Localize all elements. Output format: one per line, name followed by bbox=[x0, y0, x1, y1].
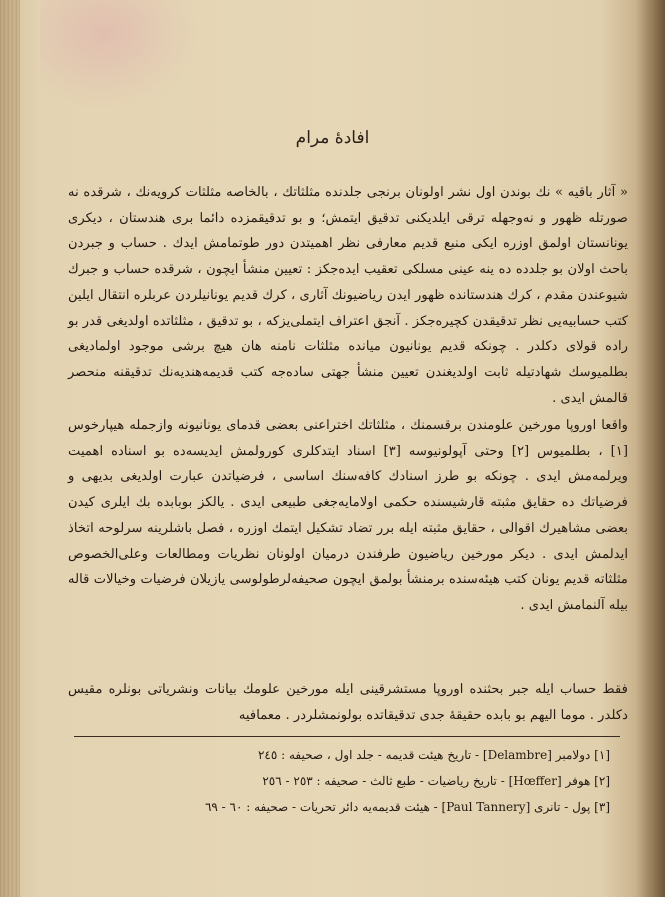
paragraph-text: « آثار باقیه » نك بوندن اول نشر اولونان برنجی جلدنده مثلثاتك ، بالخاصه مثلثات كرويه‌نك ، شرقده نه صورتله ظهور و نه‌وجهله ترقی ایلدیكنی تدقیق ایتمش؛ و بو تدقیقمزده دائما بری هندستان ، دیكری یونانستان اولمق اوزره ایكی منبع قدیم معارفی نظر اهمیتدن دور طوتمامش ایدك . حساب و جبردن باحث اولان بو جلدده ده ینه عینی مسلكی تعقیب ایده‌جكز : تعیین منشأ ایچون ، شرقده حساب و جبرك شیوعندن مقدم ، كرك هندستانده ظهور ایدن ریاضیونك آثاری ، كرك قدیم یونانیلردن عربلره انتقال ایلین كتب حسابیه‌یی نظر تدقیقدن كچیره‌جكز . آنجق اعتراف ایتملی‌یزكه ، بو تدقیق ، مثلثاتده اولدیغی قدر بو راده قولای دكلدر . چونكه قدیم یونانیون میانده مثلثات نامنه هان هیچ برشی موجود اولمادیغی بطلمیوسك شهادتیله ثابت اولدیغندن تعیین منشأ جهتی ساده‌جه كتب قدیمه‌هندیه‌نك تدقیقنه منحصر قالمش ایدی . bbox=[68, 185, 628, 406]
body-paragraph-2 bbox=[68, 413, 628, 619]
footnote-3: [٣] پول - تانری [Paul Tannery] - هیئت قدیمه‌یه دائر تحریات - صحیفه : ٦٠ - ٦٩ bbox=[204, 800, 610, 814]
paragraph-text: فقط حساب ایله جبر بحثنده اوروپا مستشرقینی ایله مورخین علومك بیانات ونشریاتی بونلره مقیس دكلدر . موما الیهم بو بابده حقیقهٔ جدی تدقیقاتده بولونمشلردر . معمافیه bbox=[68, 682, 628, 723]
footnotes bbox=[80, 742, 610, 820]
paper-stain bbox=[40, 0, 200, 110]
footnote-1: [١] دولامبر [Delambre] - تاریخ هیئت قدیمه - جلد اول ، صحیفه : ٢٤٥ bbox=[257, 748, 610, 762]
paragraph-text: واقعا اوروپا مورخین علومندن برقسمنك ، مثلثاتك اختراعنی بعضی قدمای یونانیونه وازجمله هیپارخوس [١] ، بطلمیوس [٢] وحتی آپولونیوسه [٣] اسناد ایتدكلری كورولمش ایدیسه‌ده بو اسناده اهمیت ویرلمه‌مش ایدی . چونكه بو طرز اسنادك كافه‌سنك اساسی ، فرضیاتدن عبارت اولدیغی بدیهی و فرضیاتك ده حقایق مثبته قارشیسنده حكمی اولامایه‌جغی طبیعی ایدی . یالكز بوبابده بك ایلری كیدن بعضی مشاهیرك اقوالی ، حقایق مثبته ایله برر تضاد تشكیل ایتمك اوزره ، فصل باشلرینه سرلوحه اتخاذ ایدلمش ایدی . دیكر مورخین ریاضیون طرفندن درمیان اولونان نظریات ومطالعات وعلی‌الخصوص مثلثاته قدیم یونان كتب هیئه‌سنده برمنشأ بولمق ایچون صحیفه‌لرطولوسی یازیلان فرضیات وخیالات قاله بیله آلنمامش ایدی . bbox=[68, 418, 628, 613]
footnote-divider bbox=[74, 736, 620, 737]
footnote-2: [٢] هوفر [Hœffer] - تاریخ ریاضیات - طبع ثالث - صحیفه : ٢٥٣ - ٢٥٦ bbox=[262, 774, 610, 788]
body-paragraph-1 bbox=[68, 180, 628, 411]
body-paragraph-3 bbox=[68, 677, 628, 728]
page-title: افادهٔ مرام bbox=[295, 128, 370, 148]
